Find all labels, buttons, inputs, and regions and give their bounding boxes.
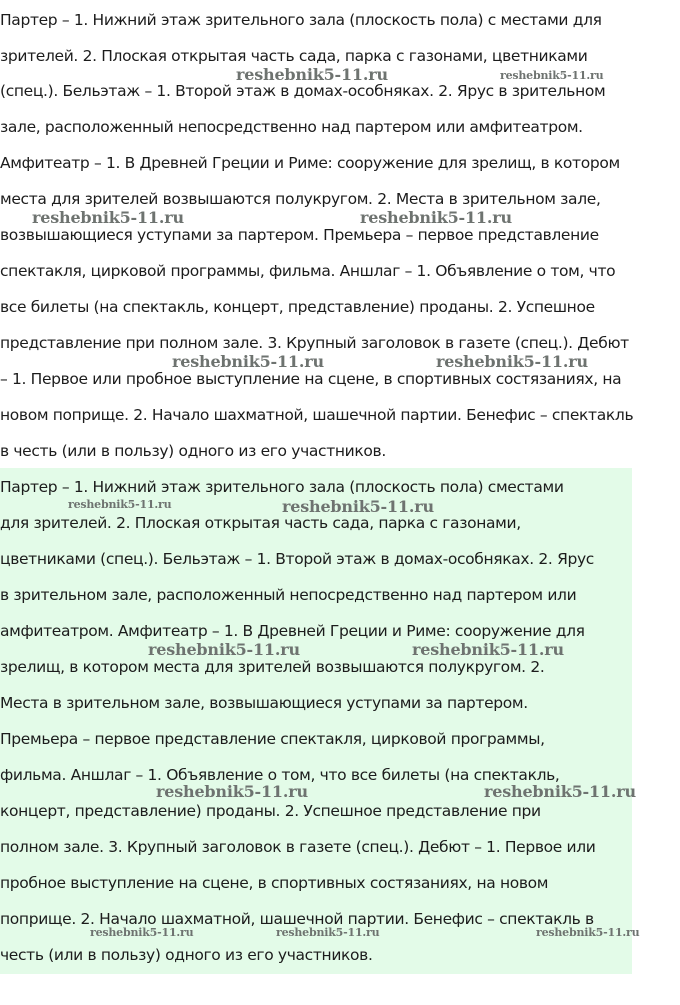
text-block-highlighted xyxy=(0,468,632,974)
text-line: места для зрителей возвышаются полукругом. 2. Места в зрительном зале, xyxy=(0,190,601,208)
text-line: фильма. Аншлаг – 1. Объявление о том, что все билеты (на спектакль, xyxy=(0,766,560,784)
text-line: в честь (или в пользу) одного из его участников. xyxy=(0,442,386,460)
text-line: для зрителей. 2. Плоская открытая часть сада, парка с газонами, xyxy=(0,514,521,532)
watermark: reshebnik5-11.ru xyxy=(236,65,388,84)
watermark: reshebnik5-11.ru xyxy=(276,926,380,939)
text-line: новом поприще. 2. Начало шахматной, шашечной партии. Бенефис – спектакль xyxy=(0,406,634,424)
text-line: концерт, представление) проданы. 2. Успешное представление при xyxy=(0,802,541,820)
text-line: спектакля, цирковой программы, фильма. Аншлаг – 1. Объявление о том, что xyxy=(0,262,616,280)
watermark: reshebnik5-11.ru xyxy=(68,498,172,511)
text-line: в зрительном зале, расположенный непосредственно над партером или xyxy=(0,586,577,604)
watermark: reshebnik5-11.ru xyxy=(172,352,324,371)
text-line: честь (или в пользу) одного из его участников. xyxy=(0,946,373,964)
text-line: (спец.). Бельэтаж – 1. Второй этаж в домах-особняках. 2. Ярус в зрительном xyxy=(0,82,606,100)
watermark: reshebnik5-11.ru xyxy=(156,782,308,801)
text-line: пробное выступление на сцене, в спортивных состязаниях, на новом xyxy=(0,874,549,892)
text-line: Амфитеатр – 1. В Древней Греции и Риме: сооружение для зрелищ, в котором xyxy=(0,154,620,172)
watermark: reshebnik5-11.ru xyxy=(412,640,564,659)
text-line: зрелищ, в котором места для зрителей возвышаются полукругом. 2. xyxy=(0,658,545,676)
text-line: полном зале. 3. Крупный заголовок в газете (спец.). Дебют – 1. Первое или xyxy=(0,838,596,856)
watermark: reshebnik5-11.ru xyxy=(90,926,194,939)
text-line: Партер – 1. Нижний этаж зрительного зала (плоскость пола) сместами xyxy=(0,478,564,496)
text-line: Премьера – первое представление спектакля, цирковой программы, xyxy=(0,730,545,748)
watermark: reshebnik5-11.ru xyxy=(436,352,588,371)
watermark: reshebnik5-11.ru xyxy=(360,208,512,227)
text-line: поприще. 2. Начало шахматной, шашечной партии. Бенефис – спектакль в xyxy=(0,910,594,928)
text-line: амфитеатром. Амфитеатр – 1. В Древней Греции и Риме: сооружение для xyxy=(0,622,585,640)
watermark: reshebnik5-11.ru xyxy=(484,782,636,801)
watermark: reshebnik5-11.ru xyxy=(282,497,434,516)
watermark: reshebnik5-11.ru xyxy=(32,208,184,227)
text-line: зрителей. 2. Плоская открытая часть сада, парка с газонами, цветниками xyxy=(0,47,588,65)
text-line: Места в зрительном зале, возвышающиеся уступами за партером. xyxy=(0,694,528,712)
text-line: зале, расположенный непосредственно над партером или амфитеатром. xyxy=(0,118,583,136)
text-line: – 1. Первое или пробное выступление на сцене, в спортивных состязаниях, на xyxy=(0,370,622,388)
watermark: reshebnik5-11.ru xyxy=(500,69,604,82)
text-line: представление при полном зале. 3. Крупный заголовок в газете (спец.). Дебют xyxy=(0,334,629,352)
text-line: Партер – 1. Нижний этаж зрительного зала (плоскость пола) с местами для xyxy=(0,11,602,29)
text-line: возвышающиеся уступами за партером. Премьера – первое представление xyxy=(0,226,599,244)
text-line: все билеты (на спектакль, концерт, представление) проданы. 2. Успешное xyxy=(0,298,595,316)
text-line: цветниками (спец.). Бельэтаж – 1. Второй этаж в домах-особняках. 2. Ярус xyxy=(0,550,594,568)
watermark: reshebnik5-11.ru xyxy=(148,640,300,659)
watermark: reshebnik5-11.ru xyxy=(536,926,640,939)
